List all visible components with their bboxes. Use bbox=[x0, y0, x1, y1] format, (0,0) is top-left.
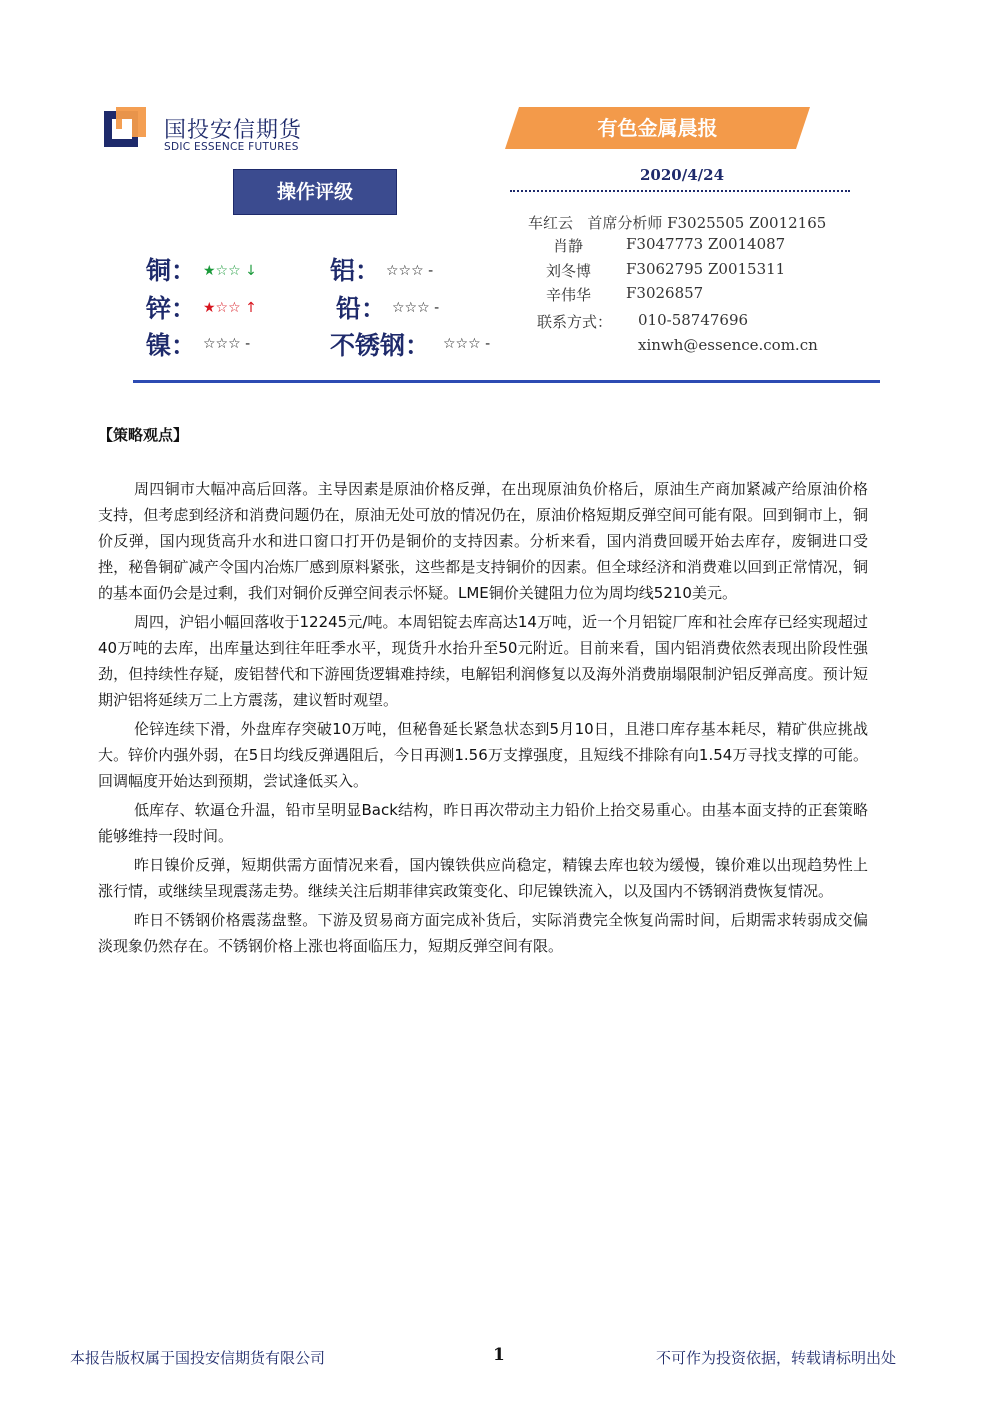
analyst-detail: 首席分析师 F3025505 Z0012165 bbox=[587, 214, 827, 232]
logo-chinese-name: 国投安信期货 bbox=[164, 118, 303, 143]
report-title: 有色金属晨报 bbox=[597, 116, 718, 140]
logo-english-name: SDIC ESSENCE FUTURES bbox=[164, 141, 299, 153]
analyst-row bbox=[553, 235, 583, 256]
copper-rating bbox=[203, 263, 257, 279]
rating-box-label: 操作评级 bbox=[233, 169, 397, 215]
metal-aluminum-label: 铝： bbox=[330, 256, 381, 285]
nickel-rating bbox=[203, 336, 250, 352]
lead-stars: ☆☆☆ bbox=[392, 300, 430, 316]
analyst-row bbox=[546, 260, 591, 281]
header-divider bbox=[133, 380, 880, 383]
aluminum-trend: - bbox=[428, 263, 434, 279]
analyst-row bbox=[546, 284, 591, 305]
footer-copyright: 本报告版权属于国投安信期货有限公司 bbox=[70, 1349, 326, 1367]
metal-copper-label: 铜： bbox=[146, 256, 197, 285]
lead-rating bbox=[392, 300, 439, 316]
paragraph-aluminum: 周四，沪铝小幅回落收于12245元/吨。本周铝锭去库高达14万吨，近一个月铝锭厂库和社会库存已经实现超过40万吨的去库，出库量达到往年旺季水平，现货升水抬升至50元附近。目前来看，国内铝消费依然表现出阶段性强劲，但持续性存疑，废铝替代和下游囤货逻辑难持续，电解铝利润修复以及海外消费崩塌限制沪铝反弹高度。预计短期沪铝将延续万二上方震荡，建议暂时观望。 bbox=[98, 613, 868, 709]
analyst-name: 刘冬博 bbox=[546, 262, 592, 280]
zinc-stars: ★☆☆ bbox=[203, 300, 241, 316]
copper-trend-down-icon: ↓ bbox=[245, 263, 257, 279]
paragraph-copper: 周四铜市大幅冲高后回落。主导因素是原油价格反弹，在出现原油负价格后，原油生产商加紧减产给原油价格支持，但考虑到经济和消费问题仍在，原油无处可放的情况仍在，原油价格短期反弹空间可能有限。回到铜市上，铜价反弹，国内现货高升水和进口窗口打开仍是铜价的支持因素。分析来看，国内消费回暖开始去库存，废铜进口受挫，秘鲁铜矿减产令国内冶炼厂感到原料紧张，这些都是支持铜价的因素。但全球经济和消费难以回到正常情况，铜的基本面仍会是过剩，我们对铜价反弹空间表示怀疑。LME铜价关键阻力位为周均线5210美元。 bbox=[98, 480, 868, 602]
aluminum-stars: ☆☆☆ bbox=[386, 263, 424, 279]
contact-email: xinwh@essence.com.cn bbox=[638, 336, 818, 354]
dotted-divider bbox=[510, 190, 850, 192]
metal-nickel-label: 镍： bbox=[146, 331, 197, 360]
contact-label: 联系方式： bbox=[537, 313, 613, 331]
page-number: 1 bbox=[493, 1345, 505, 1365]
zinc-rating bbox=[203, 300, 257, 316]
nickel-trend: - bbox=[245, 336, 251, 352]
nickel-stars: ☆☆☆ bbox=[203, 336, 241, 352]
section-title: 【策略观点】 bbox=[98, 426, 189, 444]
strategy-body bbox=[98, 476, 868, 962]
metal-stainless-label: 不锈钢： bbox=[330, 331, 431, 360]
contact-phone: 010-58747696 bbox=[638, 311, 749, 329]
analyst-row bbox=[528, 212, 826, 233]
copper-stars: ★☆☆ bbox=[203, 263, 241, 279]
paragraph-lead: 低库存、软逼仓升温，铅市呈明显Back结构，昨日再次带动主力铅价上抬交易重心。由基本面支持的正套策略能够维持一段时间。 bbox=[98, 801, 868, 845]
company-logo bbox=[102, 103, 342, 155]
footer-disclaimer: 不可作为投资依据，转载请标明出处 bbox=[656, 1349, 897, 1367]
analyst-detail: F3026857 bbox=[626, 284, 704, 302]
report-title-banner bbox=[505, 107, 810, 149]
report-date: 2020/4/24 bbox=[640, 166, 725, 184]
zinc-trend-up-icon: ↑ bbox=[245, 300, 257, 316]
paragraph-nickel: 昨日镍价反弹，短期供需方面情况来看，国内镍铁供应尚稳定，精镍去库也较为缓慢，镍价难以出现趋势性上涨行情，或继续呈现震荡走势。继续关注后期菲律宾政策变化、印尼镍铁流入，以及国内不锈钢消费恢复情况。 bbox=[98, 856, 868, 900]
metal-zinc-label: 锌： bbox=[146, 294, 197, 323]
analyst-name: 辛伟华 bbox=[546, 286, 592, 304]
stainless-trend: - bbox=[485, 336, 491, 352]
stainless-rating bbox=[443, 336, 490, 352]
analyst-detail: F3047773 Z0014087 bbox=[626, 235, 786, 253]
sdic-logo-icon bbox=[102, 105, 150, 153]
aluminum-rating bbox=[386, 263, 433, 279]
paragraph-stainless: 昨日不锈钢价格震荡盘整。下游及贸易商方面完成补货后，实际消费完全恢复尚需时间，后期需求转弱成交偏淡现象仍然存在。不锈钢价格上涨也将面临压力，短期反弹空间有限。 bbox=[98, 911, 868, 955]
analyst-detail: F3062795 Z0015311 bbox=[626, 260, 786, 278]
metal-lead-label: 铅： bbox=[336, 294, 387, 323]
lead-trend: - bbox=[434, 300, 440, 316]
analyst-name: 车红云 bbox=[528, 214, 574, 232]
paragraph-zinc: 伦锌连续下滑，外盘库存突破10万吨，但秘鲁延长紧急状态到5月10日，且港口库存基本耗尽，精矿供应挑战大。锌价内强外弱，在5日均线反弹遇阻后，今日再测1.56万支撑强度，且短线不排除有向1.54万寻找支撑的可能。回调幅度开始达到预期，尝试逢低买入。 bbox=[98, 720, 868, 790]
stainless-stars: ☆☆☆ bbox=[443, 336, 481, 352]
analyst-name: 肖静 bbox=[553, 237, 584, 255]
